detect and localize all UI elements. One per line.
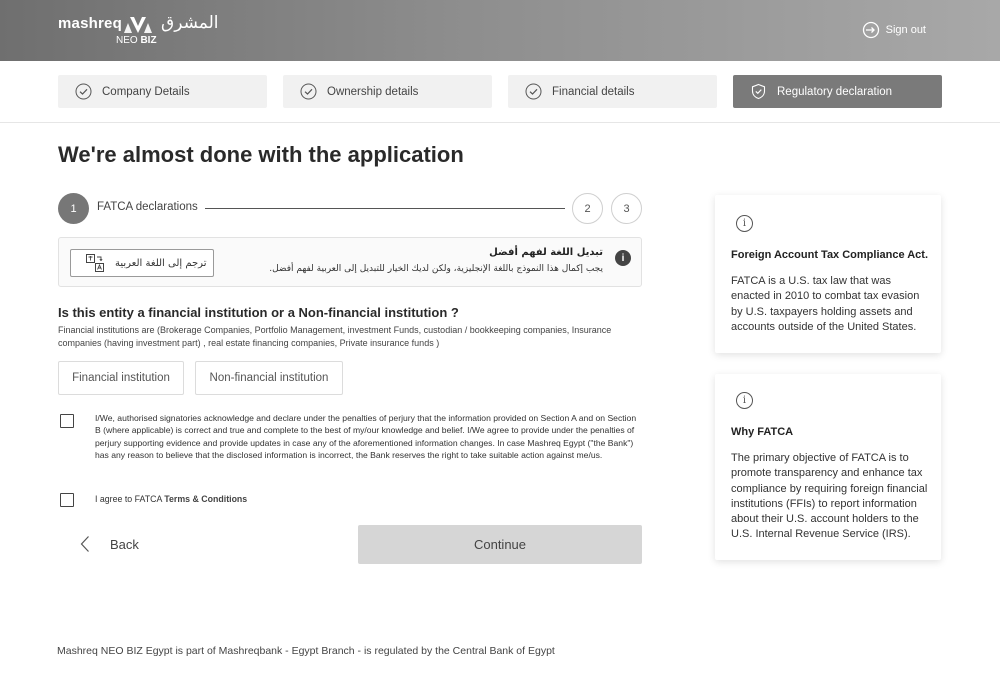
top-header — [0, 0, 1000, 61]
check-circle-icon — [75, 83, 92, 100]
check-circle-icon — [525, 83, 542, 100]
card-title: Why FATCA — [731, 426, 794, 438]
entity-type-question: Is this entity a financial institution or a Non-financial institution ? — [58, 305, 459, 320]
step-ownership-details[interactable] — [283, 75, 492, 108]
continue-button[interactable]: Continue — [358, 525, 642, 564]
progress-step-2: 2 — [572, 193, 603, 224]
language-banner-description: يجب إكمال هذا النموذج باللغة الإنجليزية، ولكن لديك الخيار للتبديل إلى العربية لفهم أفضل. — [269, 264, 603, 274]
mashreq-logo-mark — [120, 13, 156, 35]
fatca-info-card — [715, 195, 941, 353]
translate-button[interactable] — [70, 249, 214, 277]
language-switch-banner — [58, 237, 642, 287]
terms-checkbox[interactable] — [60, 493, 74, 507]
shield-check-icon — [750, 83, 767, 100]
financial-institution-option[interactable]: Financial institution — [58, 361, 184, 395]
info-icon: i — [736, 392, 753, 409]
footer-text: Mashreq NEO BIZ Egypt is part of Mashreqbank - Egypt Branch - is regulated by the Central Bank of Egypt — [57, 645, 555, 657]
wizard-steps — [58, 75, 942, 108]
card-title: Foreign Account Tax Compliance Act. — [731, 249, 929, 261]
step-label: Ownership details — [327, 85, 419, 98]
progress-line — [205, 208, 565, 209]
check-circle-icon — [300, 83, 317, 100]
translate-button-label: ترجم إلى اللغة العربية — [115, 257, 207, 269]
header-divider — [0, 122, 1000, 123]
signout-button[interactable] — [862, 21, 926, 39]
non-financial-institution-option[interactable]: Non-financial institution — [195, 361, 343, 395]
brand-sub: NEO BIZ — [116, 35, 157, 46]
progress-step-label: FATCA declarations — [97, 201, 198, 213]
back-button[interactable] — [80, 533, 139, 555]
why-fatca-card — [715, 374, 941, 560]
brand-name-ar: المشرق — [161, 13, 219, 33]
info-icon: i — [736, 215, 753, 232]
terms-link[interactable]: Terms & Conditions — [164, 494, 248, 504]
step-label: Company Details — [102, 85, 190, 98]
progress-step-3: 3 — [611, 193, 642, 224]
page-title: We're almost done with the application — [58, 142, 464, 167]
step-label: Regulatory declaration — [777, 85, 893, 98]
chevron-left-icon — [80, 535, 90, 553]
language-banner-title: تبديل اللغة لفهم أفضل — [489, 247, 603, 258]
signout-icon — [862, 21, 880, 39]
entity-type-help: Financial institutions are (Brokerage Companies, Portfolio Management, investment Funds, custodian / bookkeeping companies, Insurance companies (having investment part) , real estate financing companies, Private insurance funds ) — [58, 325, 612, 348]
progress-step-1: 1 — [58, 193, 89, 224]
declaration-checkbox[interactable] — [60, 414, 74, 428]
brand-name-en: mashreq — [58, 15, 122, 32]
info-icon: i — [615, 250, 631, 266]
step-regulatory-declaration[interactable] — [733, 75, 942, 108]
declaration-progress — [58, 193, 642, 224]
terms-agree-text: I agree to FATCA Terms & Conditions — [95, 494, 248, 504]
card-body: The primary objective of FATCA is to promote transparency and enhance tax compliance by requiring foreign financial institutions (FFIs) to report information about their U.S. account holders to the U.S. Internal Revenue Service (IRS). — [731, 452, 928, 541]
declaration-text: I/We, authorised signatories acknowledge and declare under the penalties of perjury that the information provided on Section A and on Section B (where applicable) is correct and true and complete to the best of my/our knowledge and belief. I/We agree to provide under the penalties of perjury supporting evidence and provide updates in case any of the aforementioned information changes. In case Mashreq Egypt ("the Bank") has any reason to believe that the disclosed information is incorrect, the Bank reserves the right to take suitable action against me/us. — [95, 413, 637, 461]
step-company-details[interactable] — [58, 75, 267, 108]
card-body: FATCA is a U.S. tax law that was enacted in 2010 to combat tax evasion by U.S. taxpayers holding assets and accounts outside of the United States. — [731, 275, 920, 333]
step-label: Financial details — [552, 85, 635, 98]
signout-label: Sign out — [885, 24, 926, 36]
back-label: Back — [110, 536, 139, 552]
step-financial-details[interactable] — [508, 75, 717, 108]
translate-icon — [85, 253, 105, 273]
